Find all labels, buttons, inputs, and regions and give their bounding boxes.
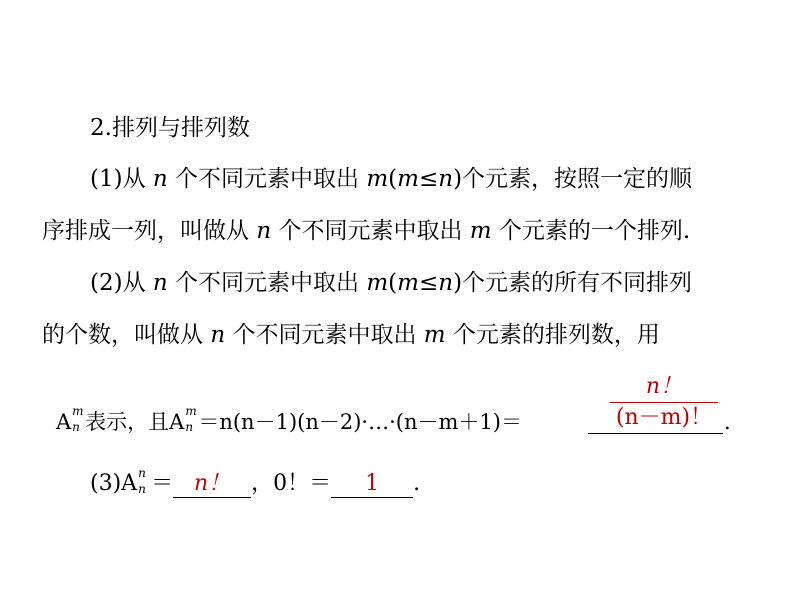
var-n: n: [152, 166, 168, 192]
item3-line: [90, 466, 421, 499]
a-sub: n: [72, 420, 80, 434]
text: ，0！＝: [251, 471, 332, 496]
var-n: n: [256, 218, 272, 244]
equals: ＝: [500, 410, 522, 434]
answer-blank-fraction: [588, 433, 723, 434]
var-n: n: [438, 270, 454, 296]
answer-blank-n-factorial: n！: [173, 471, 251, 498]
var-m: m: [397, 270, 419, 296]
permutation-symbol: [56, 404, 84, 437]
var-m: m: [366, 166, 389, 192]
item2-line1: [90, 268, 692, 298]
var-m: m: [397, 166, 419, 192]
fraction-denominator: [610, 403, 718, 431]
heading-text: 2.排列与排列数: [90, 115, 250, 141]
le-symbol: ≤: [418, 270, 439, 296]
text: 个不同元素中取出: [271, 218, 470, 244]
formula-period: [724, 407, 731, 437]
a-sub: n: [138, 482, 146, 496]
item1-line1: [90, 164, 692, 194]
text: (: [388, 166, 398, 192]
text: 表示，且: [85, 410, 170, 434]
period: .: [413, 471, 421, 496]
a-sup: m: [185, 404, 197, 418]
le-symbol: ≤: [418, 166, 439, 192]
answer-fraction: [610, 374, 718, 431]
a-sup: n: [138, 466, 146, 480]
text: 个不同元素中取出: [167, 166, 367, 192]
permutation-symbol: [169, 404, 197, 437]
a-base: A: [56, 410, 72, 434]
permutation-symbol: [121, 466, 146, 499]
var-n: n: [152, 270, 168, 296]
text: )个元素的所有不同排列: [453, 270, 693, 296]
text: (3): [90, 471, 122, 496]
text: 个元素的一个排列.: [491, 218, 691, 244]
var-n: n: [438, 166, 454, 192]
equals: ＝: [198, 410, 220, 434]
a-base: A: [169, 410, 185, 434]
var-m: m: [469, 218, 492, 244]
denominator-text: (n－m)！: [615, 405, 713, 430]
product-expression: n(n－1)(n－2)·…·(n－m＋1): [219, 410, 501, 434]
period: .: [724, 410, 731, 434]
item2-line2: [42, 320, 660, 350]
answer-blank-zero-factorial: 1: [331, 471, 413, 498]
var-n: n: [210, 322, 226, 348]
text: 个不同元素中取出: [225, 322, 424, 348]
fraction-numerator: [610, 374, 718, 403]
var-m: m: [423, 322, 446, 348]
a-sub: n: [185, 420, 194, 434]
section-heading: [90, 113, 250, 143]
a-sup: m: [72, 404, 84, 418]
a-base: A: [121, 471, 138, 496]
text: 序排成一列，叫做从: [42, 218, 257, 244]
text: )个元素，按照一定的顺: [453, 166, 693, 192]
text: (: [388, 270, 398, 296]
text: 个元素的排列数，用: [445, 322, 660, 348]
var-m: m: [366, 270, 389, 296]
text: 的个数，叫做从: [42, 322, 211, 348]
text: (2)从: [90, 270, 153, 296]
equals: ＝: [151, 471, 174, 496]
item2-formula-line: [56, 404, 522, 437]
text: 个不同元素中取出: [167, 270, 367, 296]
text: (1)从: [90, 166, 153, 192]
numerator-text: n！: [645, 374, 683, 399]
item1-line2: [42, 216, 690, 246]
